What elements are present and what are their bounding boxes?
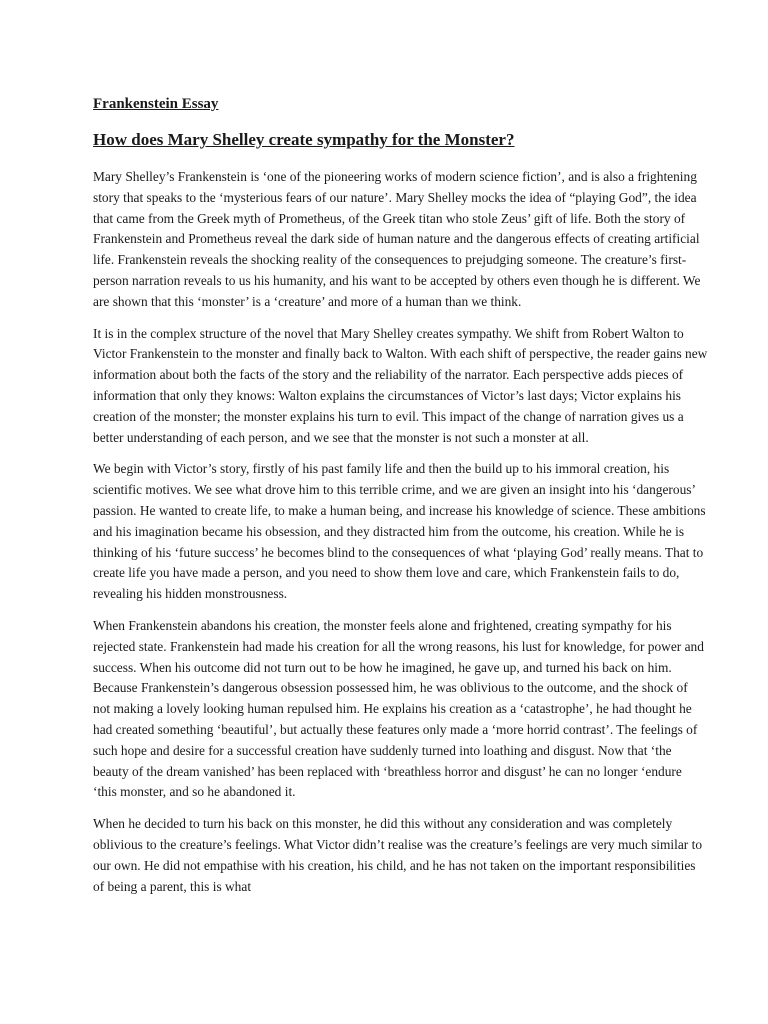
document-title: Frankenstein Essay [93,96,219,112]
essay-question: How does Mary Shelley create sympathy for the Monster? [93,130,515,149]
paragraph-2: It is in the complex structure of the novel that Mary Shelley creates sympathy. We shift from Robert Walton to Victor Frankenstein to the monster and finally back to Walton. With each shift of perspective, the reader gains new information about both the facts of the story and the reliability of the narrator. Each perspective adds pieces of information that only they knows: Walton explains the circumstances of Victor’s last days; Victor explains his creation of the monster; the monster explains his turn to evil. This impact of the change of narration gives us a better understanding of each person, and we see that the monster is not such a monster at all. [93,325,708,445]
paragraph-1: Mary Shelley’s Frankenstein is ‘one of the pioneering works of modern science fiction’, and is also a frightening story that speaks to the ‘mysterious fears of our nature’. Mary Shelley mocks the idea of “playing God”, the idea that came from the Greek myth of Prometheus, of the Greek titan who stole Zeus’ gift of life. Both the story of Frankenstein and Prometheus reveal the dark side of human nature and the dangerous effects of creating artificial life. Frankenstein reveals the shocking reality of the consequences to prejudging someone. The creature’s first-person narration reveals to us his humanity, and his want to be accepted by others even though he is different. We are shown that this ‘monster’ is a ‘creature’ and more of a human than we think. [93,169,701,309]
paragraph-3: We begin with Victor’s story, firstly of his past family life and then the build up to his immoral creation, his scientific motives. We see what drove him to this terrible crime, and we are given an insight into his ‘dangerous’ passion. He wanted to create life, to make a human being, and increase his knowledge of science. These ambitions and his imagination became his obsession, and they distracted him from the outcome, his creation. While he is thinking of his ‘future success’ he becomes blind to the consequences of what ‘playing God’ really means. That to create life you have made a person, and you need to show them love and care, which Frankenstein fails to do, revealing his hidden monstrousness. [93,461,706,602]
paragraph-4: When Frankenstein abandons his creation, the monster feels alone and frightened, creating sympathy for his rejected state. Frankenstein had made his creation for all the wrong reasons, his lust for knowledge, for power and success. When his outcome did not turn out to be how he imagined, he gave up, and turned his back on him. Because Frankenstein’s dangerous obsession possessed him, he was oblivious to the outcome, and the shock of not making a lovely looking human repulsed him. He explains his creation as a ‘catastrophe’, he had thought he had created something ‘beautiful’, but actually these features only made a ‘more horrid contrast’. The feelings of such hope and desire for a successful creation have suddenly turned into loathing and disgust. Now that ‘the beauty of the dream vanished’ has been replaced with ‘breathless horror and disgust’ he can no longer ‘endure ‘this monster, and so he abandoned it. [93,617,704,800]
paragraph-5: When he decided to turn his back on this monster, he did this without any consideration and was completely oblivious to the creature’s feelings. What Victor didn’t realise was the creature’s feelings are very much similar to our own. He did not empathise with his creation, his child, and he has not taken on the important responsibilities of being a parent, this is what [93,816,703,894]
